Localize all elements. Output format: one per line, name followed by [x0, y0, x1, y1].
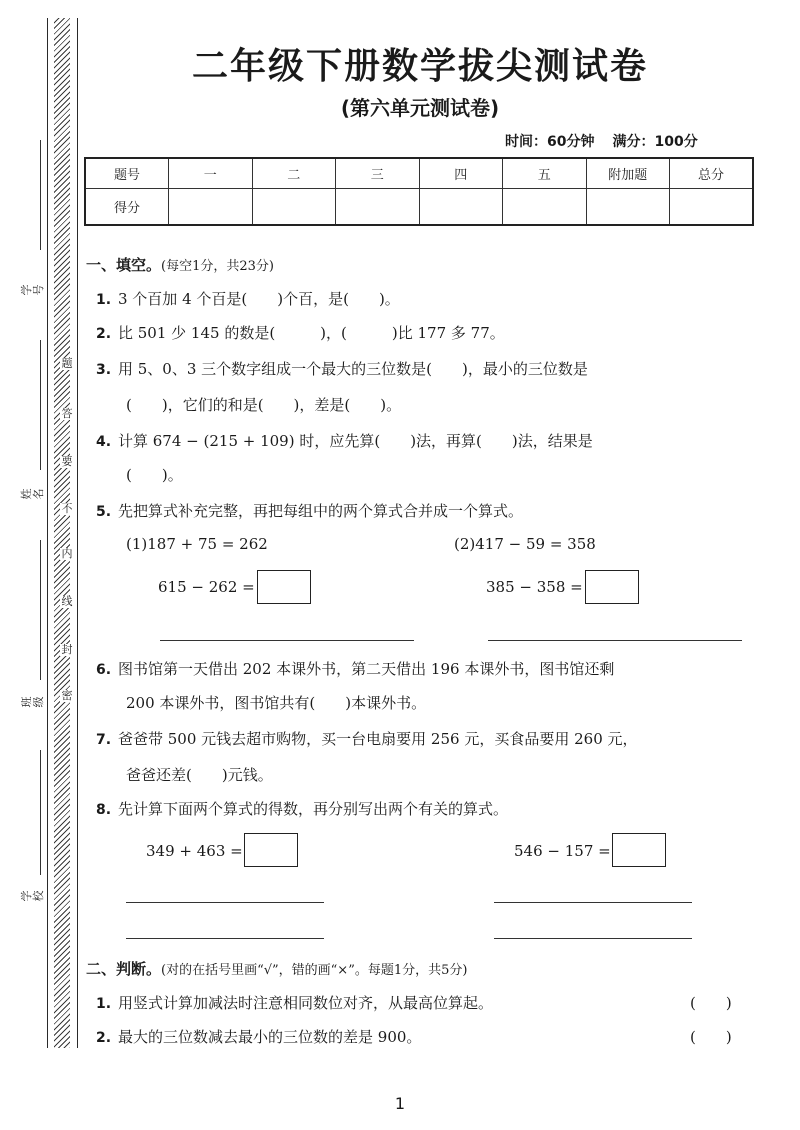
seal-char: 要 [61, 455, 73, 468]
score-header-cell: 一 [169, 158, 253, 189]
section2-title: 二、判断。 [86, 960, 162, 978]
section2-heading [86, 958, 467, 979]
answer-line[interactable] [126, 902, 324, 903]
question-7 [96, 728, 638, 749]
question-7-continued: 爸爸还差( )元钱。 [126, 766, 273, 784]
section1-title: 一、填空。 [86, 256, 162, 274]
school-label: 学校 [20, 890, 45, 902]
class-label: 班级 [20, 696, 45, 708]
question-text: 3 个百加 4 个百是( )个百，是( )。 [118, 290, 400, 308]
question-number: 1. [96, 292, 112, 308]
score-cell[interactable] [586, 189, 670, 226]
time-score-bar [505, 131, 698, 151]
school-fill-line[interactable] [40, 750, 41, 875]
score-cell[interactable] [336, 189, 420, 226]
section1-note: (每空1分，共23分) [161, 259, 274, 274]
answer-line[interactable] [160, 640, 414, 641]
answer-box[interactable] [244, 833, 298, 867]
score-table-score-row [85, 189, 753, 226]
score-cell[interactable] [670, 189, 754, 226]
page-subtitle: (第六单元测试卷) [340, 96, 500, 120]
question-text: 计算 674 − (215 + 109) 时，应先算( )法，再算( )法，结果是 [118, 432, 593, 450]
seal-char: 封 [61, 643, 73, 656]
student-id-label: 学号 [20, 284, 45, 296]
question-2 [96, 322, 505, 343]
question-number: 4. [96, 434, 112, 450]
seal-char: 内 [61, 547, 73, 560]
score-cell[interactable] [419, 189, 503, 226]
binding-hatch [54, 18, 70, 1048]
class-fill-line[interactable] [40, 540, 41, 680]
question-number: 8. [96, 802, 112, 818]
judge-question-1 [96, 992, 493, 1013]
full-score: 满分：100分 [612, 134, 698, 150]
question-text: 先计算下面两个算式的得数，再分别写出两个有关的算式。 [118, 800, 509, 818]
answer-box[interactable] [585, 570, 639, 604]
answer-box[interactable] [612, 833, 666, 867]
judge-question-2 [96, 1026, 421, 1047]
question-text: 用竖式计算加减法时注意相同数位对齐，从最高位算起。 [118, 994, 494, 1012]
question-text: 最大的三位数减去最小的三位数的差是 900。 [118, 1028, 422, 1046]
question-1 [96, 288, 400, 309]
question-number: 3. [96, 362, 112, 378]
name-fill-line[interactable] [40, 340, 41, 470]
q5-part1: (1)187 + 75 = 262 [126, 535, 268, 553]
judge-answer-paren[interactable]: ( ) [690, 994, 732, 1012]
judge-answer-paren[interactable]: ( ) [690, 1028, 732, 1046]
question-number: 2. [96, 326, 112, 342]
score-table [84, 157, 754, 226]
score-cell[interactable] [503, 189, 587, 226]
question-text: 比 501 少 145 的数是( )，( )比 177 多 77。 [118, 324, 505, 342]
question-3 [96, 358, 588, 379]
score-header-cell: 附加题 [586, 158, 670, 189]
seal-char: 密 [61, 689, 73, 702]
q8-expression-1: 349 + 463 = [146, 842, 243, 860]
score-row-label: 得分 [85, 189, 169, 226]
section1-heading [86, 254, 274, 275]
score-header-cell: 二 [252, 158, 336, 189]
section2-note: (对的在括号里画“√”，错的画“×”。每题1分，共5分) [161, 963, 468, 978]
score-table-header-row [85, 158, 753, 189]
score-header-cell: 五 [503, 158, 587, 189]
seal-char: 答 [61, 407, 73, 420]
score-cell[interactable] [252, 189, 336, 226]
seal-char: 线 [61, 595, 73, 608]
answer-line[interactable] [494, 938, 692, 939]
answer-line[interactable] [494, 902, 692, 903]
answer-line[interactable] [126, 938, 324, 939]
score-header-cell: 三 [336, 158, 420, 189]
score-cell[interactable] [169, 189, 253, 226]
time-limit: 时间：60分钟 [505, 134, 595, 150]
question-4-continued: ( )。 [126, 466, 183, 484]
page-title: 二年级下册数学拔尖测试卷 [191, 46, 648, 87]
margin-border-line-inner [77, 18, 78, 1048]
score-header-cell: 总分 [670, 158, 754, 189]
question-6 [96, 658, 614, 679]
question-number: 1. [96, 996, 112, 1012]
question-4 [96, 430, 593, 451]
seal-char: 不 [61, 502, 73, 515]
question-text: 爸爸带 500 元钱去超市购物，买一台电扇要用 256 元，买食品要用 260 元， [118, 730, 638, 748]
question-text: 用 5、0、3 三个数字组成一个最大的三位数是( )，最小的三位数是 [118, 360, 588, 378]
page-number: 1 [394, 1094, 406, 1113]
q8-expression-2: 546 − 157 = [514, 842, 611, 860]
answer-line[interactable] [488, 640, 742, 641]
question-8 [96, 798, 508, 819]
question-5 [96, 500, 523, 521]
q5-expression-2: 385 − 358 = [486, 578, 583, 596]
question-6-continued: 200 本课外书，图书馆共有( )本课外书。 [126, 694, 427, 712]
question-number: 7. [96, 732, 112, 748]
question-text: 图书馆第一天借出 202 本课外书，第二天借出 196 本课外书，图书馆还剩 [118, 660, 615, 678]
q5-part2: (2)417 − 59 = 358 [454, 535, 596, 553]
question-number: 2. [96, 1030, 112, 1046]
score-header-cell: 四 [419, 158, 503, 189]
answer-box[interactable] [257, 570, 311, 604]
name-label: 姓名 [20, 488, 45, 500]
q5-expression-1: 615 − 262 = [158, 578, 255, 596]
question-number: 5. [96, 504, 112, 520]
seal-char: 题 [61, 357, 73, 370]
margin-border-line [47, 18, 48, 1048]
question-number: 6. [96, 662, 112, 678]
student-id-fill-line[interactable] [40, 140, 41, 250]
question-text: 先把算式补充完整，再把每组中的两个算式合并成一个算式。 [118, 502, 524, 520]
score-header-cell: 题号 [85, 158, 169, 189]
question-3-continued: ( )，它们的和是( )，差是( )。 [126, 396, 402, 414]
